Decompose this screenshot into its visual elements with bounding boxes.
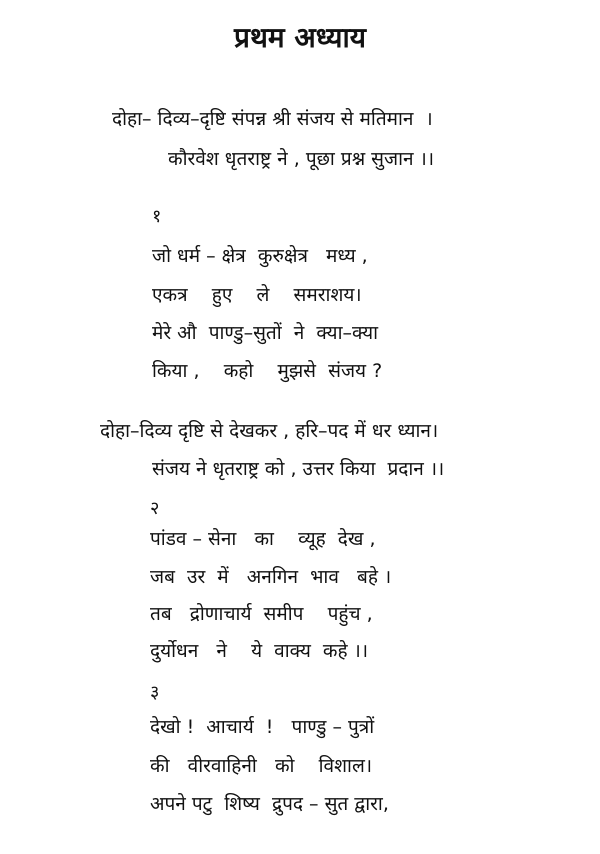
doha1-line1: दोहा– दिव्य–दृष्टि संपन्न श्री संजय से मतिमान । [112, 108, 433, 130]
doha2-line1: दोहा–दिव्य दृष्टि से देखकर , हरि–पद में धर ध्यान। [100, 420, 439, 442]
doha1-line2: कौरवेश धृतराष्ट्र ने , पूछा प्रश्न सुजान ।। [168, 148, 435, 170]
verse3-line2: की वीरवाहिनी को विशाल। [150, 755, 373, 777]
verse1-line4: किया , कहो मुझसे संजय ? [152, 360, 383, 382]
verse1-line2: एकत्र हुए ले समराशय। [152, 284, 362, 306]
verse3-number: ३ [150, 682, 160, 703]
verse3-line1: देखो ! आचार्य ! पाण्डु – पुत्रों [150, 716, 375, 738]
verse1-number: १ [152, 206, 162, 227]
doha2-line2: संजय ने धृतराष्ट्र को , उत्तर किया प्रदान ।। [152, 458, 445, 480]
verse2-line4: दुर्योधन ने ये वाक्य कहे ।। [150, 640, 369, 662]
verse1-line1: जो धर्म – क्षेत्र कुरुक्षेत्र मध्य , [152, 245, 368, 267]
verse2-line1: पांडव – सेना का व्यूह देख , [150, 528, 376, 550]
verse1-line3: मेरे औ पाण्डु–सुतों ने क्या–क्या [152, 322, 379, 344]
verse2-line3: तब द्रोणाचार्य समीप पहुंच , [150, 603, 373, 625]
verse3-line3: अपने पटु शिष्य द्रुपद – सुत द्वारा, [150, 793, 389, 815]
verse2-number: २ [150, 498, 160, 519]
verse2-line2: जब उर में अनगिन भाव बहे । [150, 566, 392, 588]
chapter-title: प्रथम अध्याय [234, 21, 366, 54]
